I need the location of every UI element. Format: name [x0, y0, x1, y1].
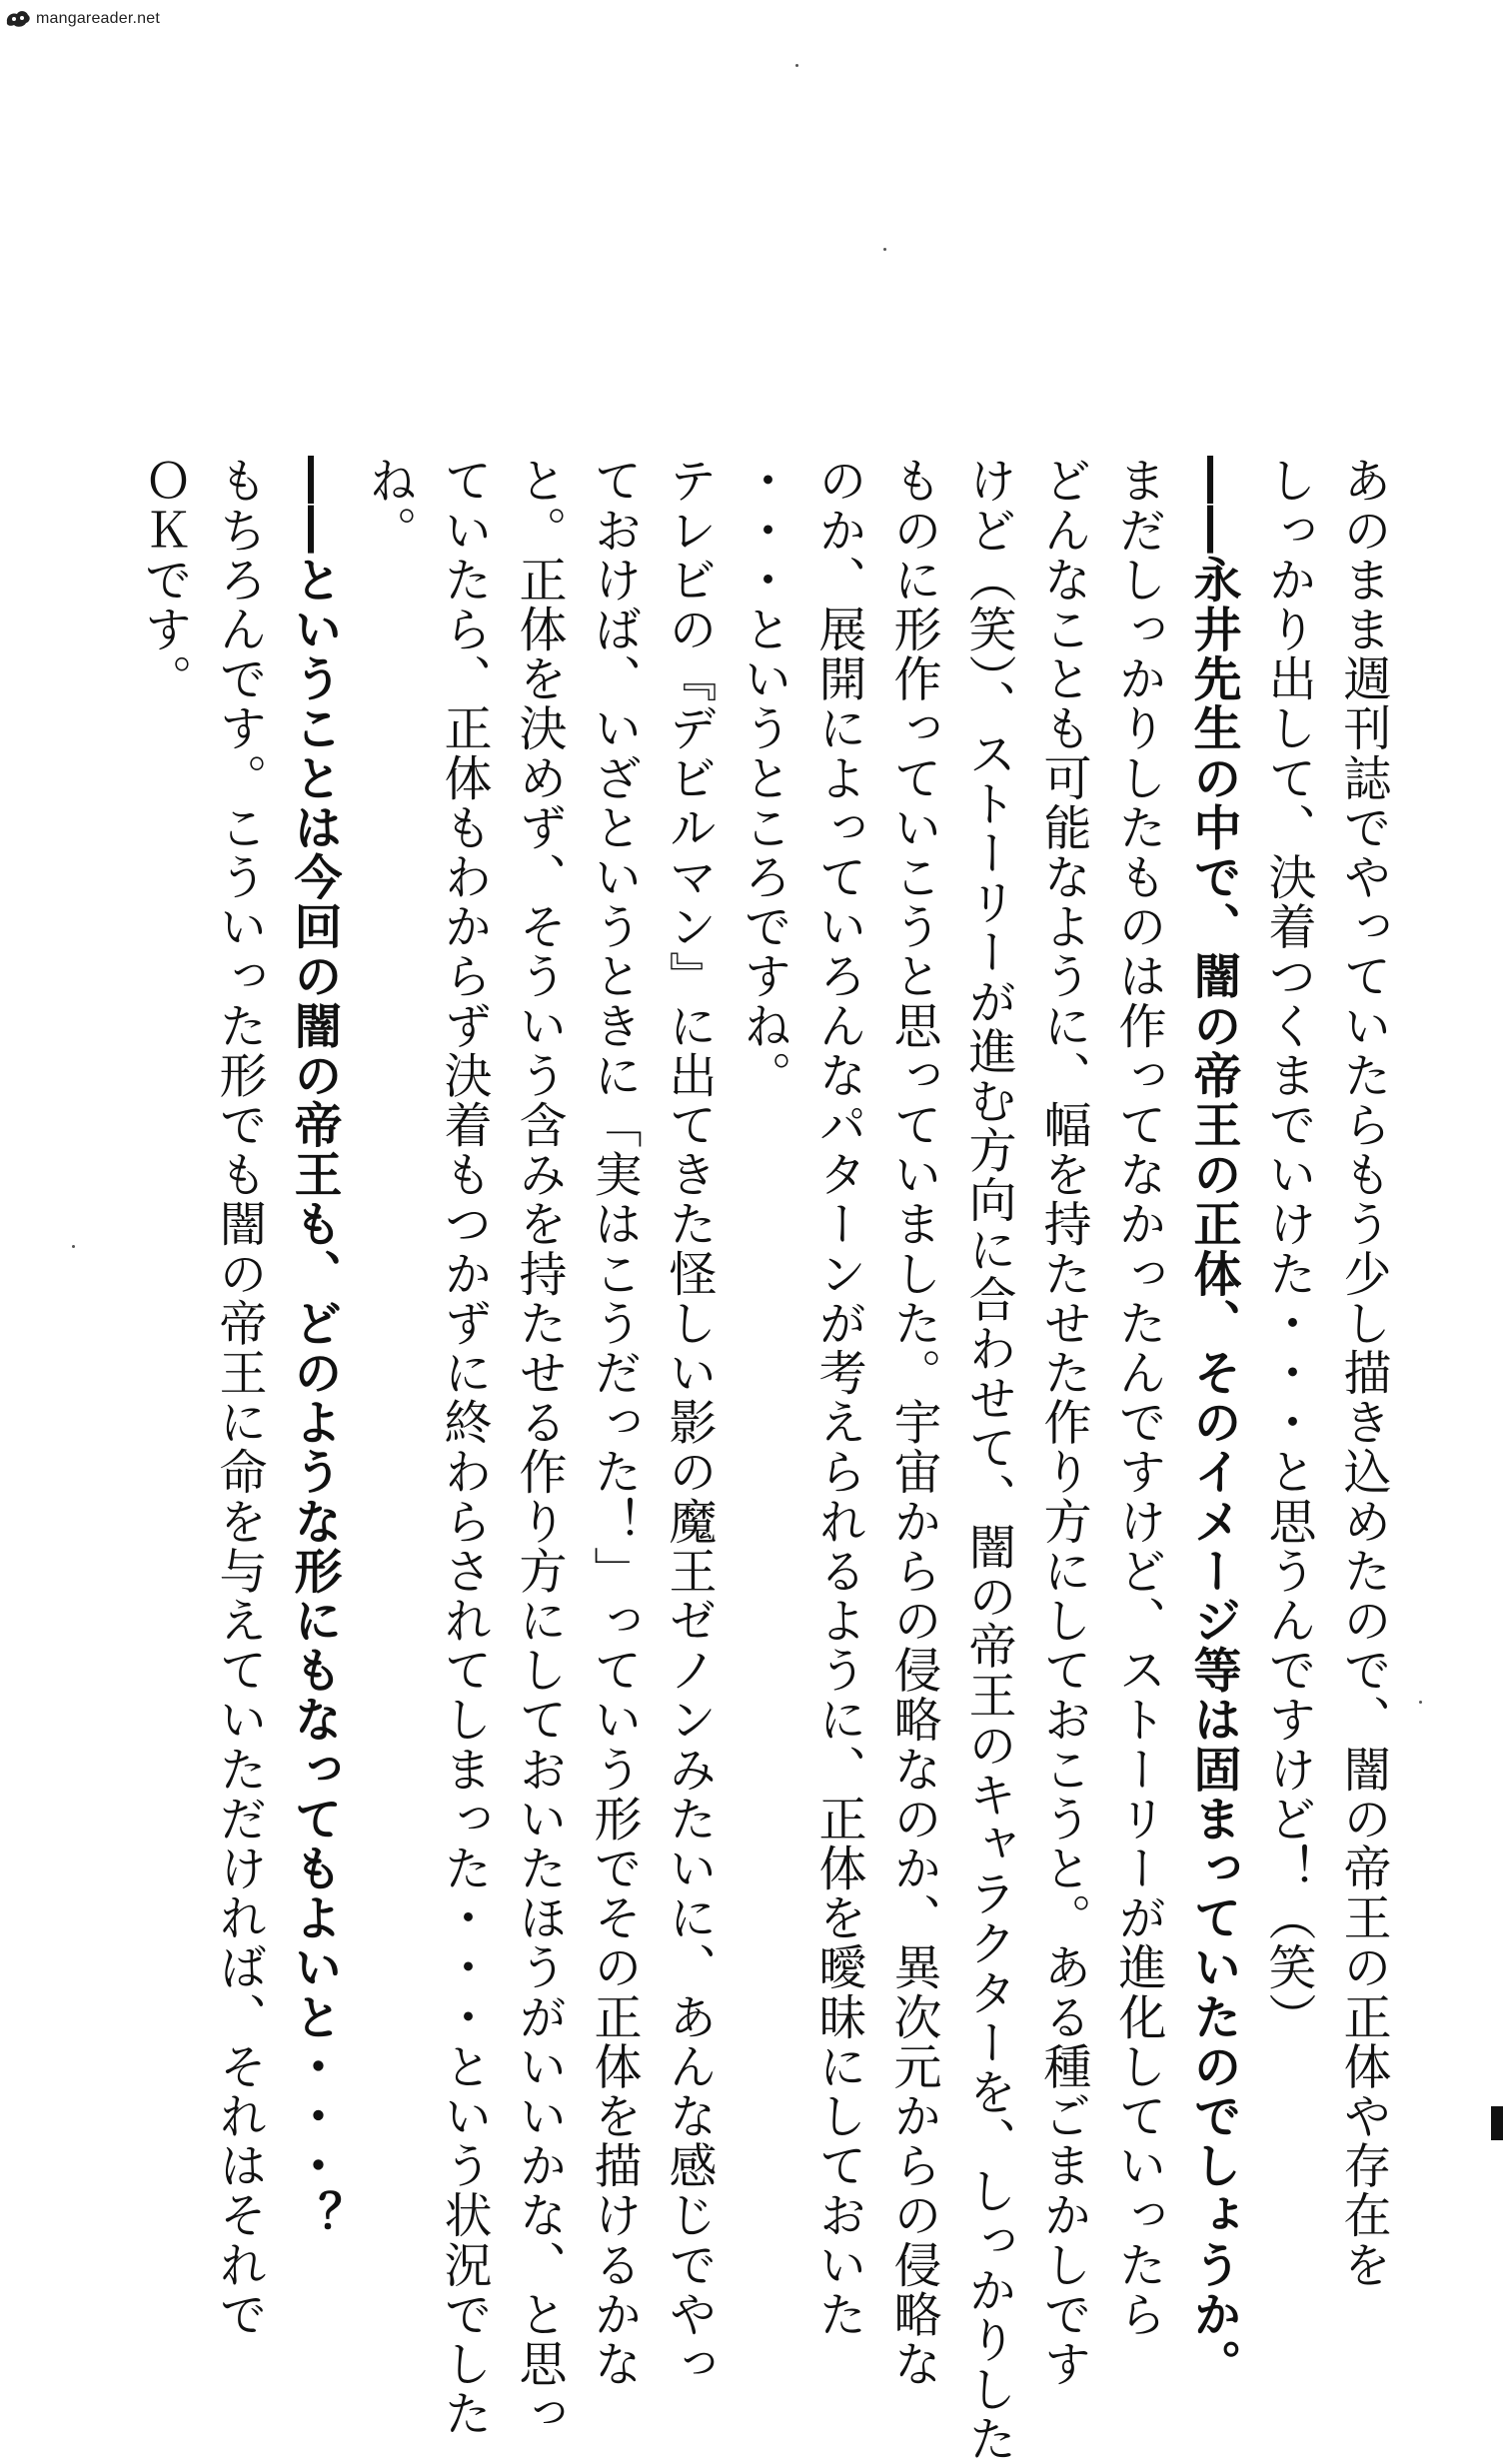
- text-column: と。正体を決めず、そういう含みを持たせる作り方にしておいたほうがいいかな、と思っ: [511, 456, 567, 2438]
- text-column: どんなことも可能なように、幅を持たせた作り方にしておこうと。ある種ごまかしです: [1035, 456, 1091, 2389]
- text-column: あのまま週刊誌でやっていたらもう少し描き込めたので、闇の帝王の正体や存在を: [1335, 456, 1391, 2290]
- text-column: ておけば、いざというときに「実はこうだった！」っていう形でその正体を描けるかな: [586, 456, 642, 2389]
- interview-question-column: ――永井先生の中で、闇の帝王の正体、そのイメージ等は固まっていたのでしょうか。: [1185, 456, 1241, 2389]
- scan-speck: [795, 64, 798, 67]
- scan-speck: [72, 1245, 75, 1248]
- text-column: ものに形作っていこうと思っていました。宇宙からの侵略なのか、異次元からの侵略な: [885, 456, 941, 2389]
- scan-speck: [1419, 1701, 1422, 1704]
- text-column: けど（笑）、ストーリーが進む方向に合わせて、闇の帝王のキャラクターを、しっかりした: [960, 456, 1016, 2464]
- page-edge-mark: [1491, 2106, 1503, 2140]
- text-column: しっかり出して、決着つくまでいけた・・・と思うんですけど！（笑）: [1260, 456, 1316, 2042]
- scan-speck: [883, 248, 886, 251]
- text-column: ・・・というところですね。: [736, 456, 791, 1100]
- text-column: ていたら、正体もわからず決着もつかずに終わらされてしまった・・・という状況でした: [436, 456, 492, 2438]
- text-column: もちろんです。こういった形でも闇の帝王に命を与えていただければ、それはそれで: [211, 456, 267, 2339]
- text-column: のか、展開によっていろんなパターンが考えられるように、正体を曖昧にしておいた: [810, 456, 866, 2339]
- interview-question-column: ――ということは今回の闇の帝王も、どのような形にもなってもよいと・・・？: [286, 456, 342, 2240]
- watermark-text: mangareader.net: [36, 10, 160, 27]
- text-column: ね。: [361, 456, 417, 556]
- site-logo-icon: [4, 7, 32, 31]
- watermark: [4, 4, 160, 34]
- text-column: ＯＫです。: [136, 456, 192, 703]
- text-column: まだしっかりしたものは作ってなかったんですけど、ストーリーが進化していったら: [1110, 456, 1166, 2339]
- text-column: テレビの『デビルマン』に出てきた怪しい影の魔王ゼノンみたいに、あんな感じでやっ: [661, 456, 717, 2389]
